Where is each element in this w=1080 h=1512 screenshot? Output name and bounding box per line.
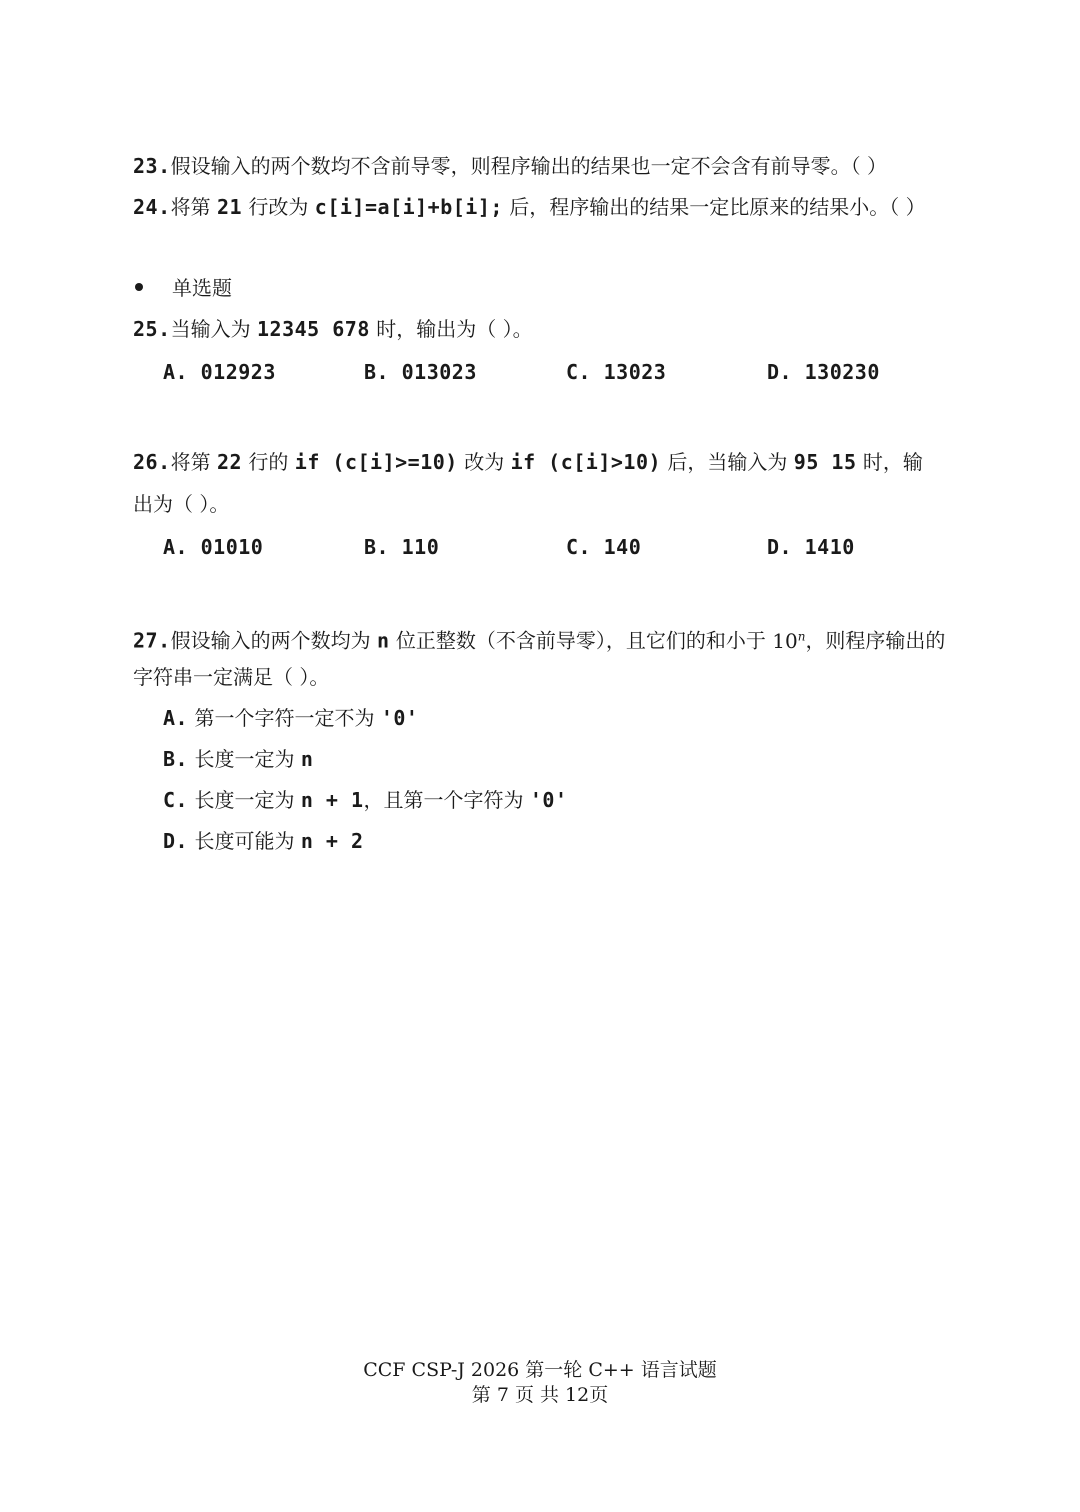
question-text: ，则程序输出的 — [805, 628, 946, 653]
question-26 — [133, 448, 960, 476]
option-letter: D. — [163, 829, 189, 853]
question-number: 24. — [133, 195, 171, 219]
question-24 — [133, 193, 960, 221]
option-b: B. 110 — [364, 535, 440, 559]
line-number: 22 — [216, 450, 243, 474]
input-value: 12345 678 — [256, 317, 370, 341]
question-text: 将第 — [170, 195, 217, 219]
code-snippet: n + 1 — [300, 788, 364, 812]
code-snippet: c[i]=a[i]+b[i]; — [314, 195, 503, 219]
option-text: 长度可能为 — [194, 829, 301, 853]
question-text: 行改为 — [242, 195, 315, 219]
line-number: 21 — [216, 195, 243, 219]
question-25 — [133, 315, 960, 343]
option-letter: A. — [163, 706, 189, 730]
question-text: 时，输出为（ ）。 — [369, 317, 533, 341]
question-text: 当输入为 — [170, 317, 257, 341]
question-27 — [133, 622, 960, 655]
question-text: 后，当输入为 — [661, 450, 794, 474]
question-text: 改为 — [457, 450, 511, 474]
option-c: C. 140 — [566, 535, 642, 559]
footer-title: CCF CSP-J 2026 第一轮 C++ 语言试题 — [363, 1359, 717, 1381]
question-27-line2: 字符串一定满足（ ）。 — [133, 665, 330, 689]
option-c: C. 13023 — [566, 360, 667, 384]
question-text: 假设输入的两个数均为 — [170, 628, 377, 653]
code-snippet: if (c[i]>=10) — [294, 450, 458, 474]
code-snippet: if (c[i]>10) — [510, 450, 662, 474]
question-text: 后，程序输出的结果一定比原来的结果小。（ ） — [502, 195, 926, 219]
question-23 — [133, 152, 960, 180]
option-a: A. 01010 — [163, 535, 264, 559]
option-b — [163, 745, 313, 773]
option-a: A. 012923 — [163, 360, 276, 384]
question-number: 23. — [133, 154, 171, 178]
question-number: 27. — [133, 628, 171, 653]
power-expression — [772, 629, 805, 653]
option-d: D. 130230 — [767, 360, 880, 384]
power-exponent: n — [797, 629, 806, 643]
question-number: 25. — [133, 317, 171, 341]
option-d: D. 1410 — [767, 535, 855, 559]
question-text: 行的 — [242, 450, 295, 474]
question-26-line2: 出为（ ）。 — [133, 492, 230, 516]
option-c — [163, 786, 568, 814]
power-base: 10 — [772, 628, 798, 653]
option-text: ，且第一个字符为 — [363, 788, 530, 812]
option-text: 长度一定为 — [194, 788, 301, 812]
input-value: 95 15 — [793, 450, 857, 474]
option-text: 长度一定为 — [194, 747, 301, 771]
question-text: 假设输入的两个数均不含前导零，则程序输出的结果也一定不会含有前导零。（ ） — [170, 154, 887, 178]
variable-n: n — [376, 628, 390, 653]
option-d — [163, 827, 364, 855]
question-number: 26. — [133, 450, 171, 474]
footer-page-number: 第 7 页 共 12页 — [471, 1384, 609, 1406]
option-letter: C. — [163, 788, 189, 812]
code-snippet: n + 2 — [300, 829, 364, 853]
option-b: B. 013023 — [364, 360, 477, 384]
section-heading: 单选题 — [172, 276, 232, 300]
option-a — [163, 704, 418, 732]
code-snippet: n — [300, 747, 314, 771]
question-text: 将第 — [170, 450, 217, 474]
question-text: 时，输 — [856, 450, 923, 474]
bullet-icon — [135, 283, 143, 291]
option-letter: B. — [163, 747, 189, 771]
code-snippet: '0' — [529, 788, 568, 812]
question-text: 位正整数（不含前导零），且它们的和小于 — [389, 628, 773, 653]
code-snippet: '0' — [380, 706, 419, 730]
option-text: 第一个字符一定不为 — [194, 706, 381, 730]
